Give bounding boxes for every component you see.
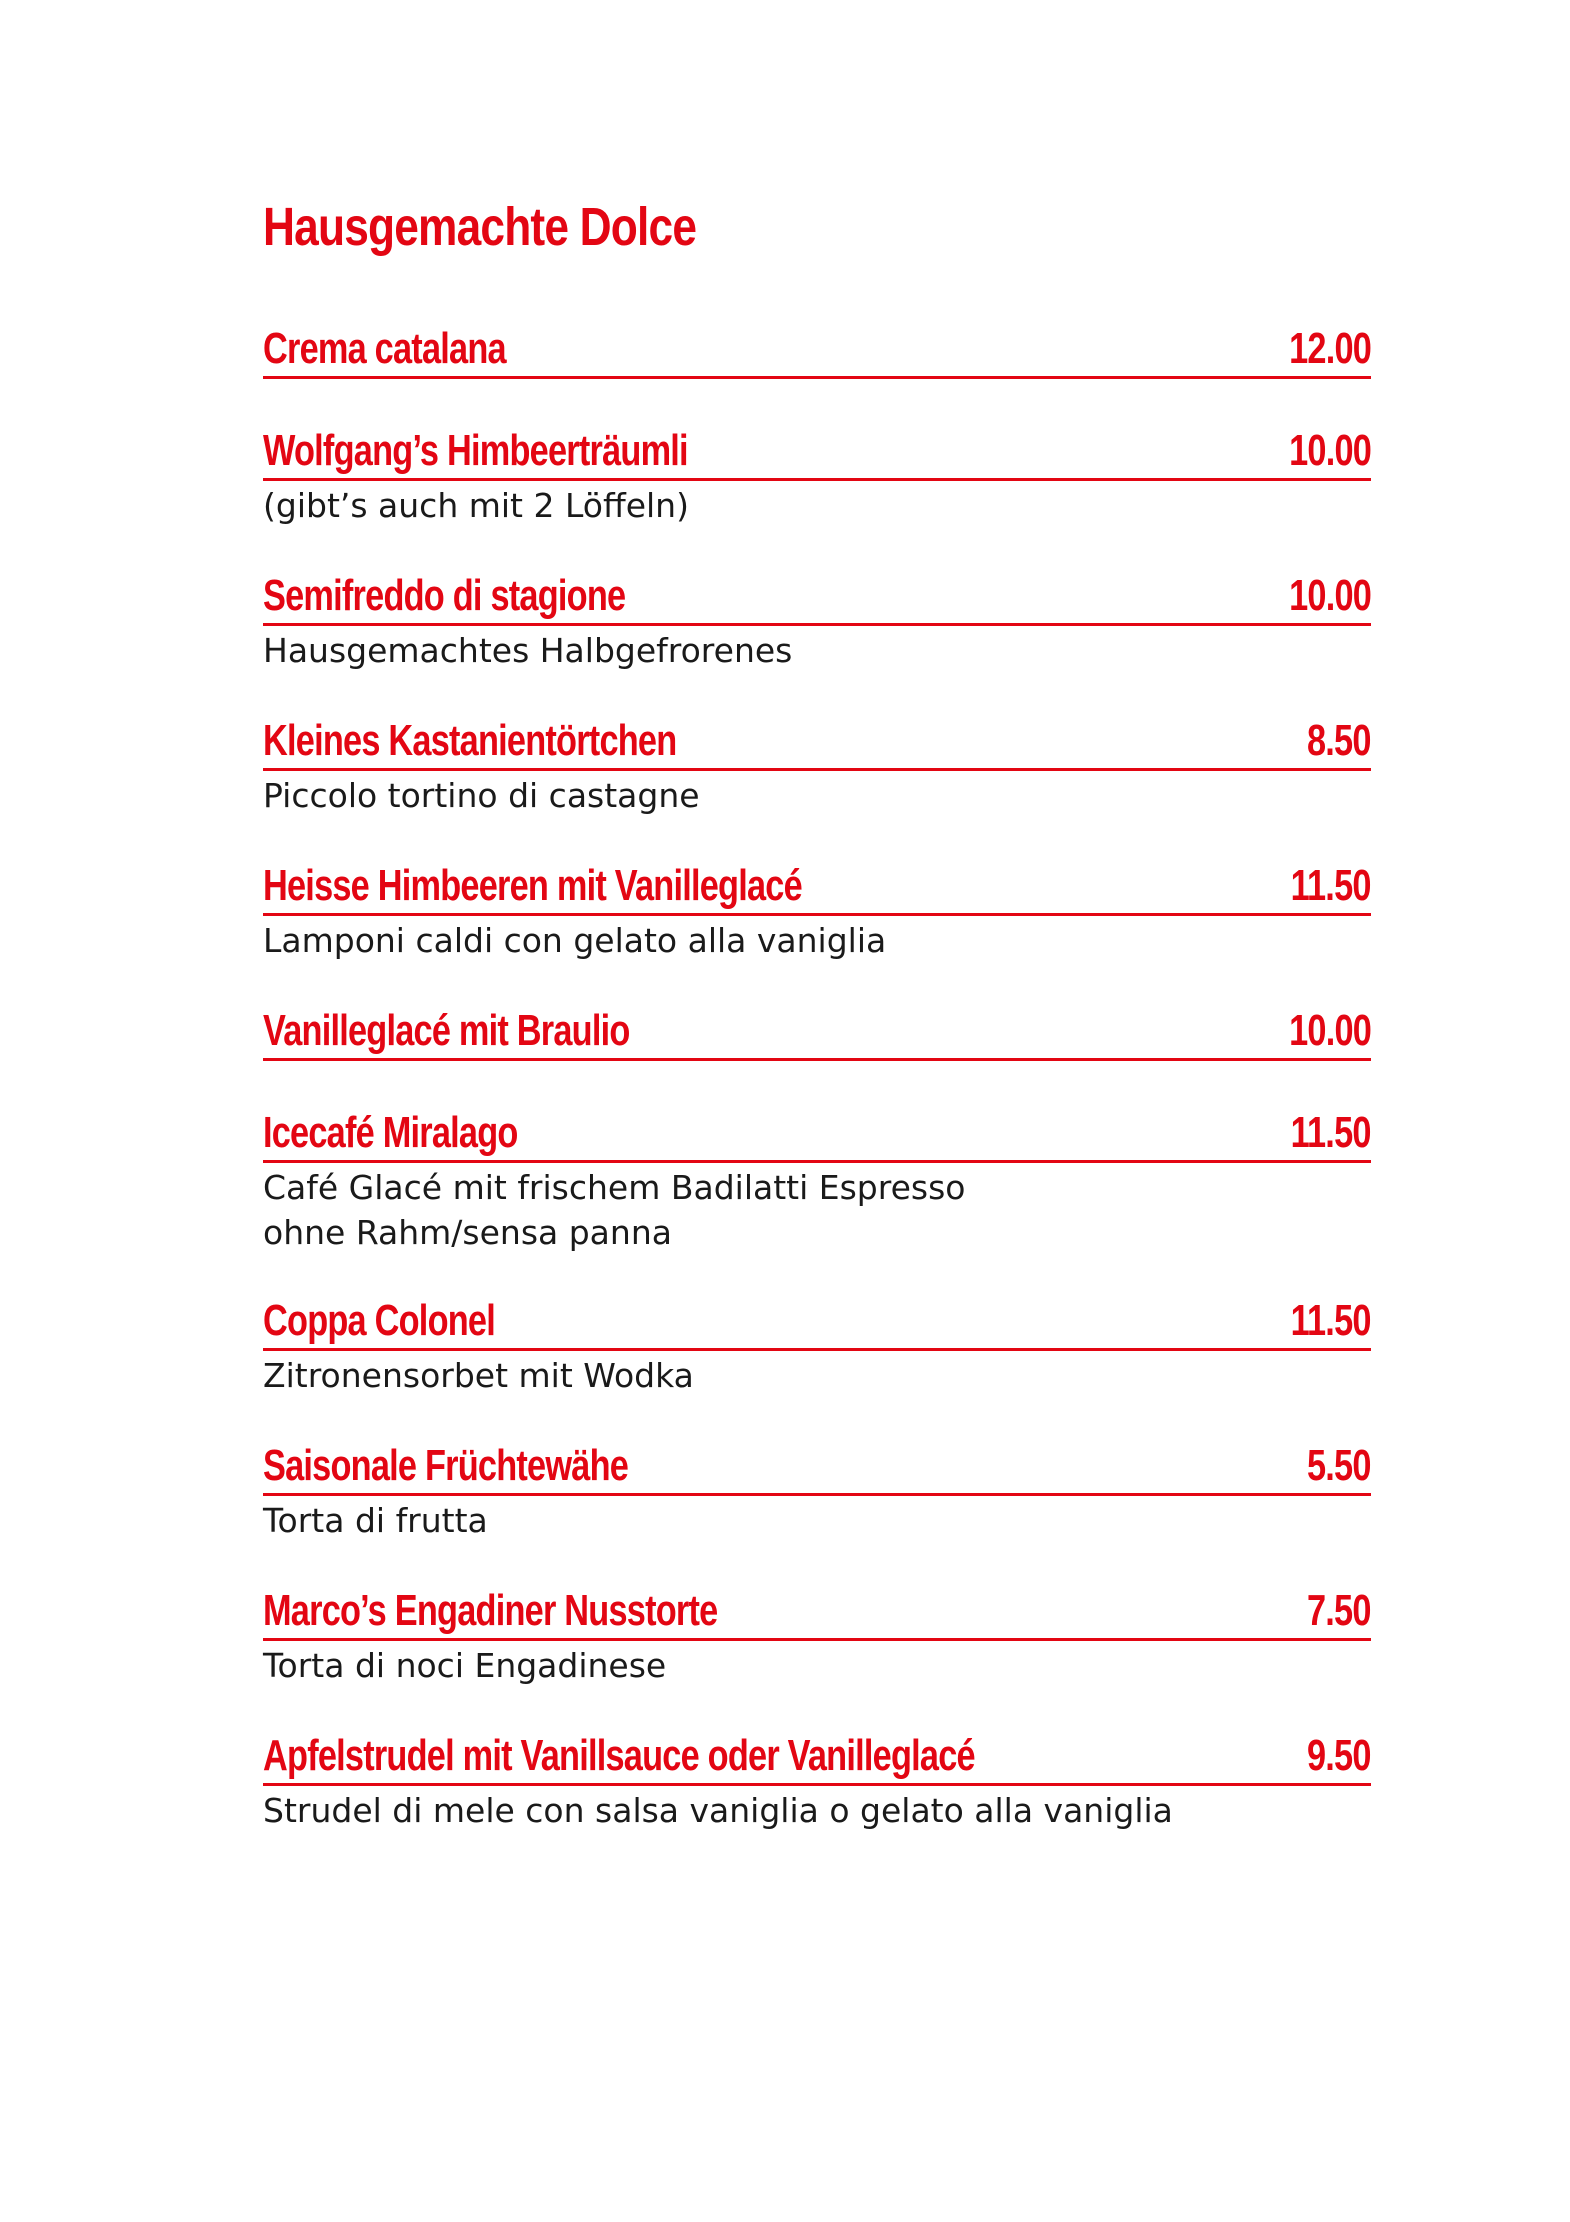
item-name: Coppa Colonel <box>263 1296 496 1345</box>
item-price: 11.50 <box>1290 1108 1371 1157</box>
page-title: Hausgemachte Dolce <box>263 197 697 257</box>
item-name: Icecafé Miralago <box>263 1108 518 1157</box>
item-header <box>263 1002 1371 1061</box>
item-header <box>263 422 1371 481</box>
item-header <box>263 567 1371 626</box>
item-description: (gibt’s auch mit 2 Löffeln) <box>263 486 689 525</box>
item-header <box>263 1437 1371 1496</box>
item-header <box>263 1727 1371 1786</box>
item-price: 11.50 <box>1290 1296 1371 1345</box>
item-name: Semifreddo di stagione <box>263 571 626 620</box>
item-name: Wolfgang’s Himbeerträumli <box>263 426 688 475</box>
item-description: Torta di frutta <box>263 1501 488 1540</box>
item-name: Crema catalana <box>263 324 506 373</box>
item-header <box>263 1582 1371 1641</box>
item-price: 5.50 <box>1307 1441 1371 1490</box>
item-description: Lamponi caldi con gelato alla vaniglia <box>263 921 887 960</box>
item-description: Zitronensorbet mit Wodka <box>263 1356 694 1395</box>
item-price: 12.00 <box>1289 324 1371 373</box>
item-name: Kleines Kastanientörtchen <box>263 716 677 765</box>
menu-item-himbeertraeumli <box>263 422 1371 528</box>
item-price: 11.50 <box>1290 861 1371 910</box>
menu-item-heisse-himbeeren <box>263 857 1371 963</box>
item-name: Vanilleglacé mit Braulio <box>263 1006 630 1055</box>
menu-item-icecafe-miralago <box>263 1104 1371 1255</box>
item-description: Strudel di mele con salsa vaniglia o gelato alla vaniglia <box>263 1791 1173 1830</box>
item-header <box>263 857 1371 916</box>
item-price: 7.50 <box>1307 1586 1371 1635</box>
item-description: Piccolo tortino di castagne <box>263 776 700 815</box>
menu-item-fruechtewaehe <box>263 1437 1371 1543</box>
item-price: 10.00 <box>1289 571 1371 620</box>
item-description: Hausgemachtes Halbgefrorenes <box>263 631 793 670</box>
item-description: Torta di noci Engadinese <box>263 1646 667 1685</box>
item-name: Saisonale Früchtewähe <box>263 1441 629 1490</box>
item-description-line-2: ohne Rahm/sensa panna <box>263 1213 672 1252</box>
menu-item-crema-catalana <box>263 320 1371 379</box>
item-name: Marco’s Engadiner Nusstorte <box>263 1586 718 1635</box>
item-header <box>263 712 1371 771</box>
item-price: 10.00 <box>1289 426 1371 475</box>
menu-item-vanilleglace-braulio <box>263 1002 1371 1061</box>
item-description: Café Glacé mit frischem Badilatti Espresso <box>263 1168 966 1207</box>
item-header <box>263 1104 1371 1163</box>
menu-item-apfelstrudel <box>263 1727 1371 1833</box>
item-header <box>263 1292 1371 1351</box>
item-name: Apfelstrudel mit Vanillsauce oder Vanilleglacé <box>263 1731 975 1780</box>
menu-item-semifreddo <box>263 567 1371 673</box>
menu-item-kastanientoertchen <box>263 712 1371 818</box>
item-price: 9.50 <box>1307 1731 1371 1780</box>
item-price: 8.50 <box>1307 716 1371 765</box>
item-header <box>263 320 1371 379</box>
item-name: Heisse Himbeeren mit Vanilleglacé <box>263 861 802 910</box>
menu-item-coppa-colonel <box>263 1292 1371 1398</box>
item-price: 10.00 <box>1289 1006 1371 1055</box>
menu-item-nusstorte <box>263 1582 1371 1688</box>
